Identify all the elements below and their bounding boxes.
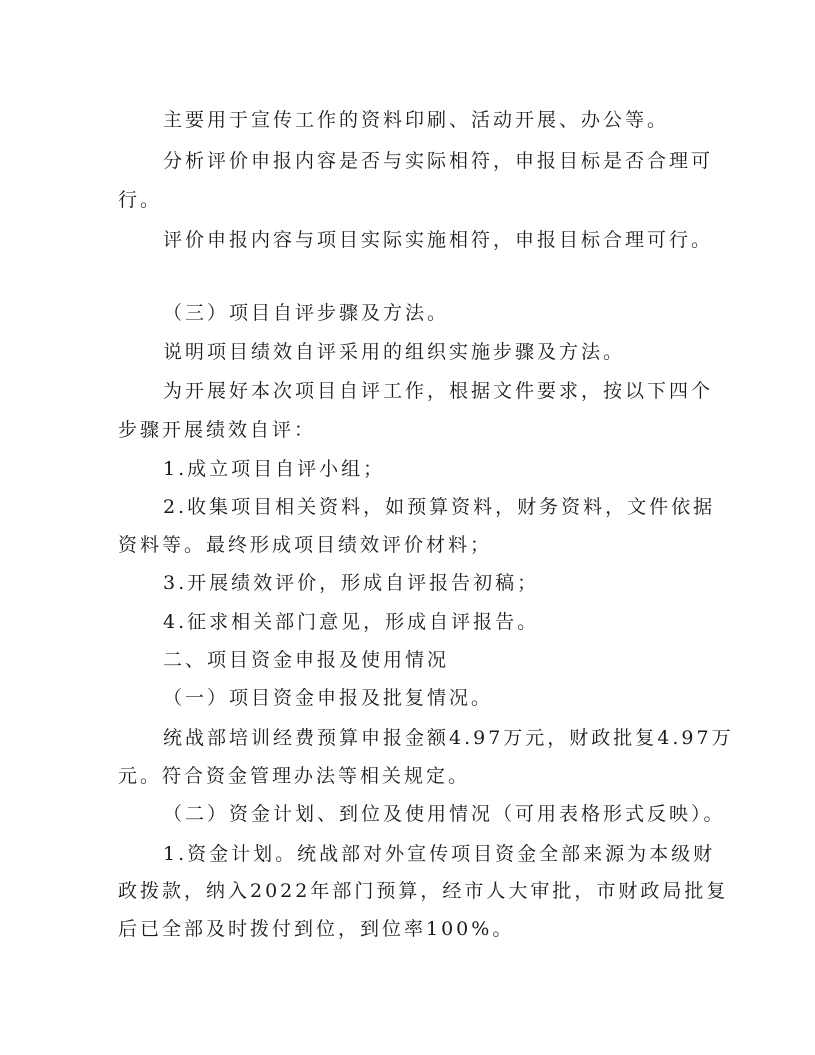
section-heading: （一）项目资金申报及批复情况。 — [163, 687, 494, 709]
text-line: 政拨款，纳入2022年部门预算，经市人大审批，市财政局批复 — [118, 880, 729, 902]
section-heading: （二）资金计划、到位及使用情况（可用表格形式反映）。 — [163, 803, 726, 825]
list-item: 2.收集项目相关资料，如预算资料，财务资料，文件依据 — [163, 496, 716, 518]
text-line: 评价申报内容与项目实际实施相符，申报目标合理可行。 — [163, 229, 714, 251]
section-heading: 二、项目资金申报及使用情况 — [163, 649, 450, 671]
list-item: 4.征求相关部门意见，形成自评报告。 — [163, 611, 540, 633]
text-line: 为开展好本次项目自评工作，根据文件要求，按以下四个 — [163, 380, 714, 402]
text-line: 1.资金计划。统战部对外宣传项目资金全部来源为本级财 — [163, 843, 716, 865]
text-line: 步骤开展绩效自评： — [118, 419, 317, 441]
text-line: 说明项目绩效自评采用的组织实施步骤及方法。 — [163, 341, 626, 363]
list-item: 3.开展绩效评价，形成自评报告初稿； — [163, 572, 540, 594]
text-line: 行。 — [118, 189, 163, 211]
text-line: 资料等。最终形成项目绩效评价材料； — [118, 534, 493, 556]
text-line: 主要用于宣传工作的资料印刷、活动开展、办公等。 — [163, 109, 670, 131]
section-heading: （三）项目自评步骤及方法。 — [163, 302, 450, 324]
text-line: 元。符合资金管理办法等相关规定。 — [118, 765, 471, 787]
text-line: 分析评价申报内容是否与实际相符，申报目标是否合理可 — [163, 150, 714, 172]
text-line: 统战部培训经费预算申报金额4.97万元，财政批复4.97万 — [163, 727, 734, 749]
list-item: 1.成立项目自评小组； — [163, 458, 386, 480]
text-line: 后已全部及时拨付到位，到位率100%。 — [118, 918, 515, 940]
